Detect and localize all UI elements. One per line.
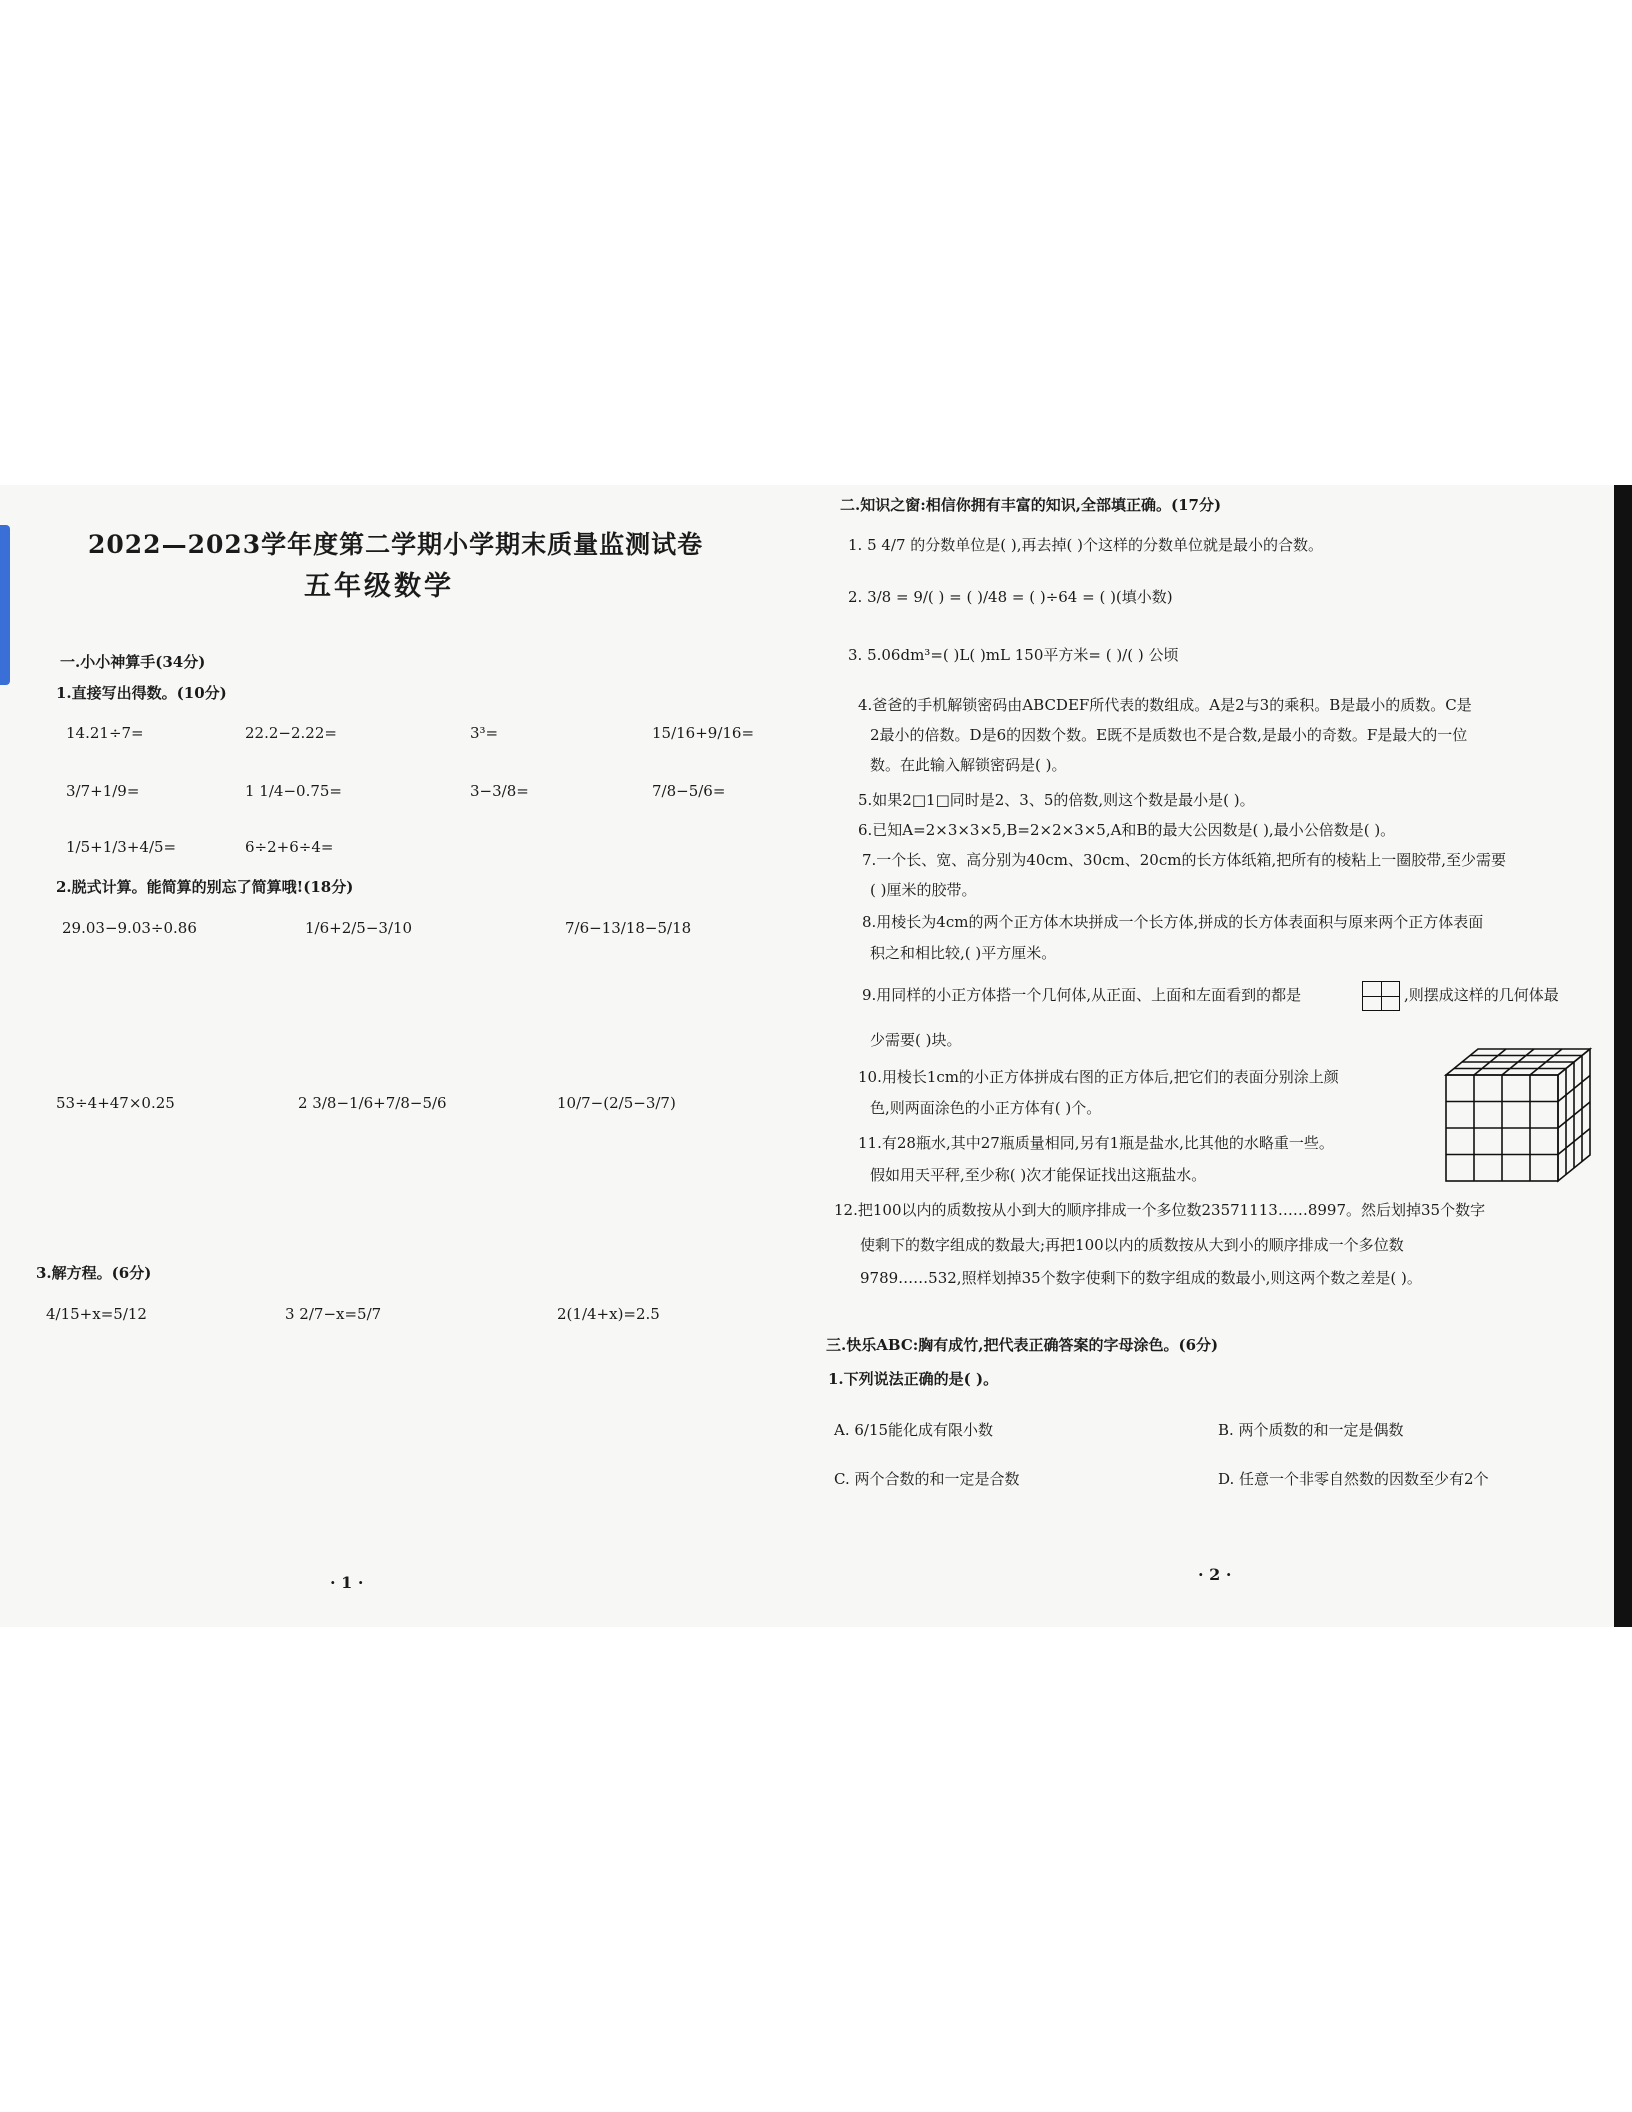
q1-item: 6÷2+6÷4= [245,838,334,856]
fill-question-line: 8.用棱长为4cm的两个正方体木块拼成一个长方体,拼成的长方体表面积与原来两个正方体表面 [862,913,1484,931]
fill-question-line: 4.爸爸的手机解锁密码由ABCDEF所代表的数组成。A是2与3的乘积。B是最小的质数。C是 [858,696,1472,714]
q2-item: 29.03−9.03÷0.86 [62,919,197,937]
exam-page-2 [820,485,1610,1627]
fill-question-line: ( )厘米的胶带。 [870,881,977,899]
q2-item: 2 3/8−1/6+7/8−5/6 [298,1094,447,1112]
q1-heading: 1.直接写出得数。(10分) [56,684,227,702]
fill-question-line: 7.一个长、宽、高分别为40cm、30cm、20cm的长方体纸箱,把所有的棱粘上一圈胶带,至少需要 [862,851,1506,869]
q2-item: 53÷4+47×0.25 [56,1094,175,1112]
cube-figure [1442,1045,1602,1185]
q1-item: 15/16+9/16= [652,724,755,742]
fill-question-line: 3. 5.06dm³=( )L( )mL 150平方米= ( )/( ) 公顷 [848,646,1179,664]
q3-heading: 3.解方程。(6分) [36,1264,152,1282]
scan-right-border [1614,485,1632,1627]
section-1-heading: 一.小小神算手(34分) [60,653,206,671]
fill-question-line: 5.如果2□1□同时是2、3、5的倍数,则这个数是最小是( )。 [858,791,1255,809]
window-edge-tab [0,525,10,685]
q3-item: 4/15+x=5/12 [46,1305,147,1323]
q3-item: 3 2/7−x=5/7 [285,1305,382,1323]
fill-question-line: 1. 5 4/7 的分数单位是( ),再去掉( )个这样的分数单位就是最小的合数。 [848,536,1324,554]
mc-option-c[interactable]: C. 两个合数的和一定是合数 [834,1470,1020,1488]
q2-item: 1/6+2/5−3/10 [305,919,413,937]
q1-item: 3/7+1/9= [66,782,140,800]
exam-page-1 [30,485,790,1627]
fill-question-line: 假如用天平秤,至少称( )次才能保证找出这瓶盐水。 [870,1166,1207,1184]
q1-item: 1/5+1/3+4/5= [66,838,177,856]
fill-question-line: 少需要( )块。 [870,1031,962,1049]
fill-question-line: 数。在此输入解锁密码是( )。 [870,756,1067,774]
fill-question-line: 10.用棱长1cm的小正方体拼成右图的正方体后,把它们的表面分别涂上颜 [858,1068,1339,1086]
fill-question-line: 积之和相比较,( )平方厘米。 [870,944,1057,962]
fill-question-line: 色,则两面涂色的小正方体有( )个。 [870,1099,1102,1117]
fill-question-line: 2最小的倍数。D是6的因数个数。E既不是质数也不是合数,是最小的奇数。F是最大的一位 [870,726,1468,744]
fill-question-line: 6.已知A=2×3×3×5,B=2×2×3×5,A和B的最大公因数是( ),最小公倍数是( )。 [858,821,1396,839]
fill-question-line: 9.用同样的小正方体搭一个几何体,从正面、上面和左面看到的都是 [862,986,1302,1004]
fill-question-line: 使剩下的数字组成的数最大;再把100以内的质数按从大到小的顺序排成一个多位数 [860,1236,1404,1254]
q2-heading: 2.脱式计算。能简算的别忘了简算哦!(18分) [56,878,354,896]
q1-item: 3³= [470,724,499,742]
exam-subtitle: 五年级数学 [304,571,454,602]
section-2-heading: 二.知识之窗:相信你拥有丰富的知识,全部填正确。(17分) [840,496,1222,514]
q1-item: 14.21÷7= [66,724,144,742]
section-3-heading: 三.快乐ABC:胸有成竹,把代表正确答案的字母涂色。(6分) [826,1336,1219,1354]
fill-question-line: 12.把100以内的质数按从小到大的顺序排成一个多位数23571113……8997。然后划掉35个数字 [834,1201,1486,1219]
q1-item: 7/8−5/6= [652,782,726,800]
view-grid-icon [1362,981,1400,1011]
mc-option-b[interactable]: B. 两个质数的和一定是偶数 [1218,1421,1404,1439]
fill-question-line: ,则摆成这样的几何体最 [1404,986,1559,1004]
page-number-1: · 1 · [330,1573,364,1592]
fill-question-line: 11.有28瓶水,其中27瓶质量相同,另有1瓶是盐水,比其他的水略重一些。 [858,1134,1334,1152]
q2-item: 10/7−(2/5−3/7) [557,1094,676,1112]
q1-item: 22.2−2.22= [245,724,337,742]
page-number-2: · 2 · [1198,1565,1232,1584]
fill-question-line: 2. 3/8 = 9/( ) = ( )/48 = ( )÷64 = ( )(填小数) [848,588,1173,606]
q1-item: 3−3/8= [470,782,529,800]
mc-option-d[interactable]: D. 任意一个非零自然数的因数至少有2个 [1218,1470,1489,1488]
q3-item: 2(1/4+x)=2.5 [557,1305,660,1323]
mc-option-a[interactable]: A. 6/15能化成有限小数 [834,1421,994,1439]
q1-item: 1 1/4−0.75= [245,782,342,800]
exam-title: 2022—2023学年度第二学期小学期末质量监测试卷 [88,530,704,559]
mc-question: 1.下列说法正确的是( )。 [828,1370,999,1388]
fill-question-line: 9789……532,照样划掉35个数字使剩下的数字组成的数最小,则这两个数之差是( )。 [860,1269,1422,1287]
q2-item: 7/6−13/18−5/18 [565,919,692,937]
